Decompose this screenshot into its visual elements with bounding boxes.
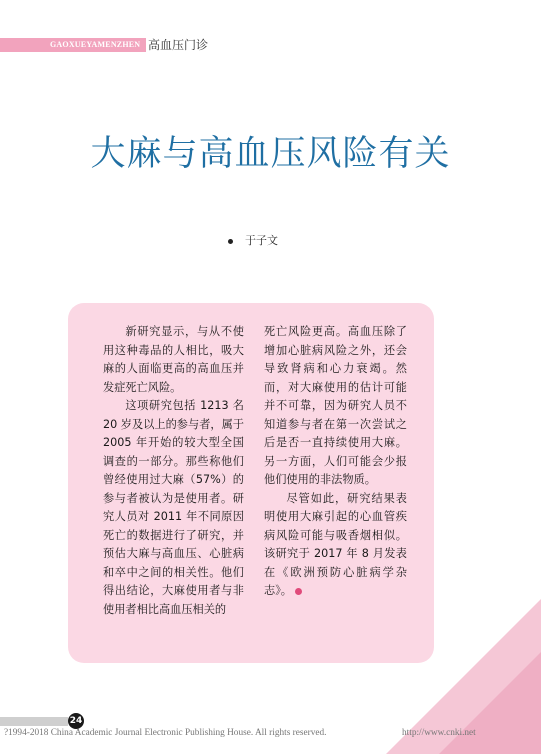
end-mark-icon bbox=[295, 588, 302, 595]
article-title: 大麻与高血压风险有关 bbox=[90, 134, 451, 174]
body-paragraph: 这项研究包括 1213 名 20 岁及以上的参与者，属于 2005 年开始的较大型全国调查的一部分。那些称他们曾经使用过大麻（57%）的参与者被认为是使用者。研究人员对 2011 年不同原因死亡的数据进行了研究，并预估大麻与高血压、心脏病和卒中之间的相关性。他们得出结论，大麻使用者与非使用者相比高血压相关的 bbox=[103, 399, 244, 616]
section-name-chinese: 高血压门诊 bbox=[148, 38, 209, 52]
body-paragraph: 死亡风险更高。高血压除了增加心脏病风险之外，还会导致肾病和心力衰竭。然而，对大麻使用的估计可能并不可靠，因为研究人员不知道参与者在第一次尝试之后是否一直持续使用大麻。另一方面，人们可能会少报他们使用的非法物质。 bbox=[264, 325, 407, 486]
author-name: 于子文 bbox=[245, 234, 278, 247]
corner-decoration-inner bbox=[439, 652, 541, 754]
body-paragraph bbox=[264, 490, 407, 601]
body-paragraph: 新研究显示，与从不使用这种毒品的人相比，吸大麻的人面临更高的高血压并发症死亡风险。 bbox=[103, 325, 244, 394]
page-number: 24 bbox=[68, 713, 84, 729]
body-column-right bbox=[264, 323, 407, 601]
body-paragraph-text: 尽管如此，研究结果表明使用大麻引起的心血管疾病风险可能与吸香烟相似。该研究于 2017 年 8 月发表在《欧洲预防心脏病学杂志》。 bbox=[264, 491, 407, 597]
section-name-english: GAOXUEYAMENZHEN bbox=[50, 40, 141, 49]
bullet-icon bbox=[228, 239, 233, 244]
copyright-notice: ?1994-2018 China Academic Journal Electronic Publishing House. All rights reserved. bbox=[4, 728, 327, 738]
author-line bbox=[228, 232, 278, 248]
website-link[interactable]: http://www.cnki.net bbox=[402, 728, 476, 738]
body-column-left bbox=[103, 323, 244, 619]
footer-grey-bar bbox=[0, 717, 68, 726]
